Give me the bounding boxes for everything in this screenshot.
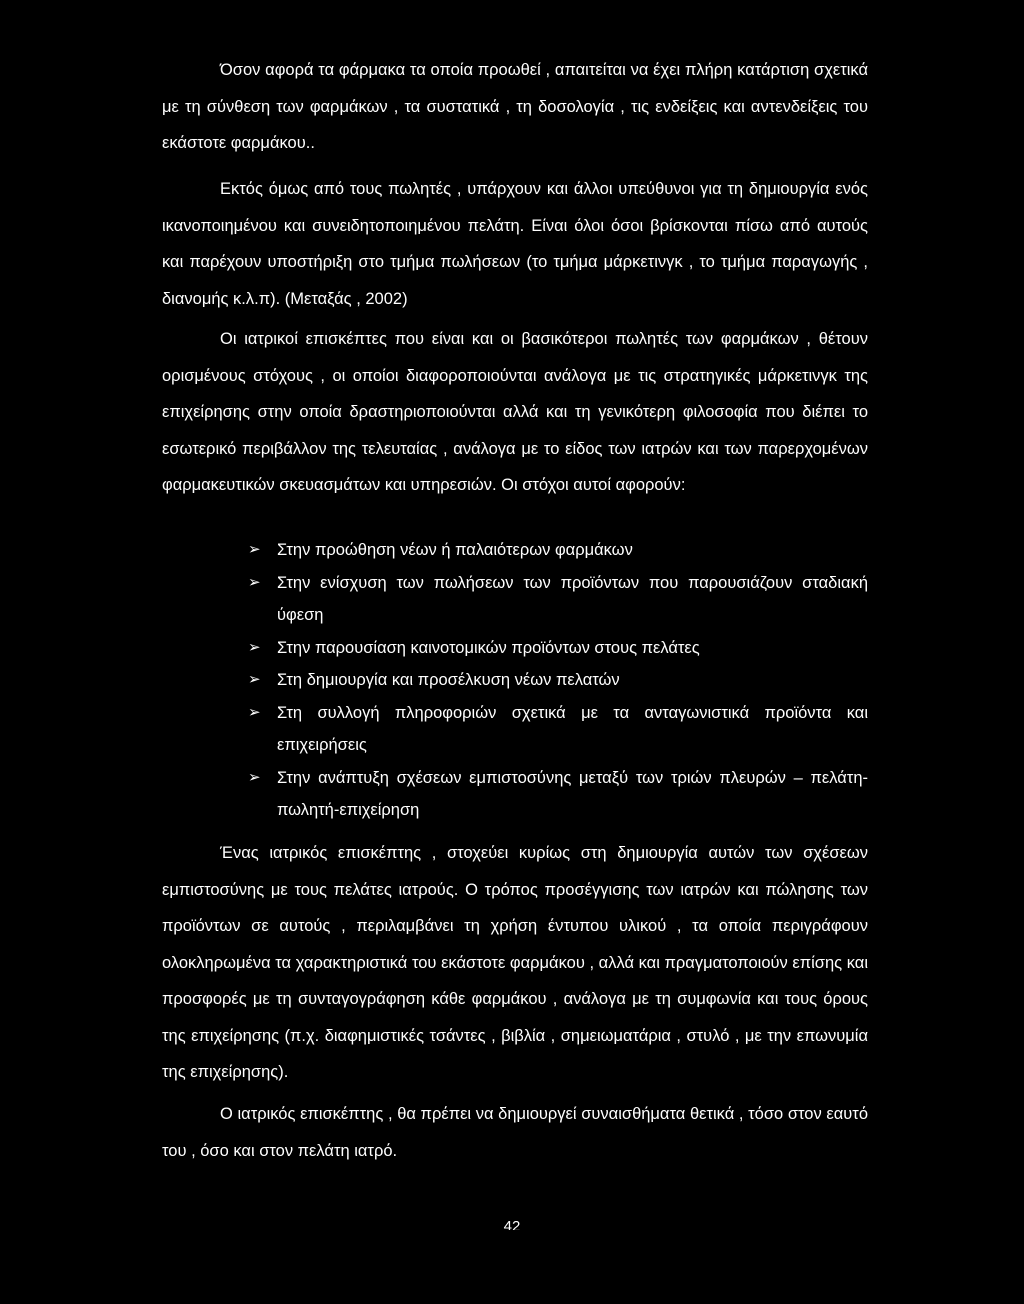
list-item-text: Στην ανάπτυξη σχέσεων εμπιστοσύνης μεταξύ των τριών πλευρών – πελάτη- πωλητή-επιχείρηση (277, 768, 868, 819)
list-item-text: Στη συλλογή πληροφοριών σχετικά με τα ανταγωνιστικά προϊόντα και επιχειρήσεις (277, 703, 868, 754)
arrow-bullet-icon: ➢ (248, 671, 261, 688)
arrow-bullet-icon: ➢ (248, 573, 261, 591)
list-item (246, 567, 868, 632)
list-item-text: Στην παρουσίαση καινοτομικών προϊόντων στους πελάτες (277, 638, 700, 657)
paragraph-positive-feelings: Ο ιατρικός επισκέπτης , θα πρέπει να δημιουργεί συναισθήματα θετικά , τόσο στον εαυτό του , όσο και στον πελάτη ιατρό. (162, 1105, 868, 1160)
paragraph-medication-knowledge: Όσον αφορά τα φάρμακα τα οποία προωθεί , απαιτείται να έχει πλήρη κατάρτιση σχετικά με τη σύνθεση των φαρμάκων , τα συστατικά , τη δοσολογία , τις ενδείξεις και αντενδείξεις του εκάστοτε φαρμάκου.. (162, 61, 868, 152)
list-item-text: Στη δημιουργία και προσέλκυση νέων πελατών (277, 671, 620, 689)
list-item (246, 534, 868, 567)
list-item (246, 762, 868, 827)
list-item-text: Στην προώθηση νέων ή παλαιότερων φαρμάκων (277, 541, 633, 559)
paragraph-medical-visitor-goals: Οι ιατρικοί επισκέπτες που είναι και οι βασικότεροι πωλητές των φαρμάκων , θέτουν ορισμένους στόχους , οι οποίοι διαφοροποιούνται ανάλογα με τις στρατηγικές μάρκετινγκ της επιχείρησης στην οποία δραστηριοποιούνται αλλά και τη γενικότερη φιλοσοφία που διέπει το εσωτερικό περιβάλλον της τελευταίας , ανάλογα με το είδος των ιατρών και των παρερχομένων φαρμακευτικών σκευασμάτων και υπηρεσιών. Οι στόχοι αυτοί αφορούν: (162, 330, 868, 494)
arrow-bullet-icon: ➢ (248, 768, 261, 786)
arrow-bullet-icon: ➢ (248, 541, 261, 558)
paragraph-trust-relationships: Ένας ιατρικός επισκέπτης , στοχεύει κυρίως στη δημιουργία αυτών των σχέσεων εμπιστοσύνης με τους πελάτες ιατρούς. Ο τρόπος προσέγγισης των ιατρών και πώλησης των προϊόντων σε αυτούς , περιλαμβάνει τη χρήση έντυπου υλικού , τα οποία περιγράφουν ολοκληρωμένα τα χαρακτηριστικά του εκάστοτε φαρμάκου , αλλά και πραγματοποιούν επίσης και προσφορές με τη συνταγογράφηση κάθε φαρμάκου , ανάλογα με τη συμφωνία και τους όρους της επιχείρησης (π.χ. διαφημιστικές τσάντες , βιβλία , σημειωματάρια , στυλό , με την επωνυμία της επιχείρησης). (162, 844, 868, 1081)
paragraph-other-responsible-parties: Εκτός όμως από τους πωλητές , υπάρχουν και άλλοι υπεύθυνοι για τη δημιουργία ενός ικανοποιημένου και συνειδητοποιημένου πελάτη. Είναι όλοι όσοι βρίσκονται πίσω από αυτούς και παρέχουν υποστήριξη στο τμήμα πωλήσεων (το τμήμα μάρκετινγκ , το τμήμα παραγωγής , διανομής κ.λ.π). (Μεταξάς , 2002) (162, 180, 868, 308)
list-item (246, 697, 868, 762)
list-item-text: Στην ενίσχυση των πωλήσεων των προϊόντων που παρουσιάζουν σταδιακή ύφεση (277, 573, 868, 624)
list-item (246, 632, 868, 665)
page-number: 42 (503, 1218, 521, 1230)
arrow-bullet-icon: ➢ (248, 703, 261, 721)
list-item (246, 664, 868, 697)
arrow-bullet-icon: ➢ (248, 638, 261, 656)
goals-bullet-list (246, 534, 868, 827)
